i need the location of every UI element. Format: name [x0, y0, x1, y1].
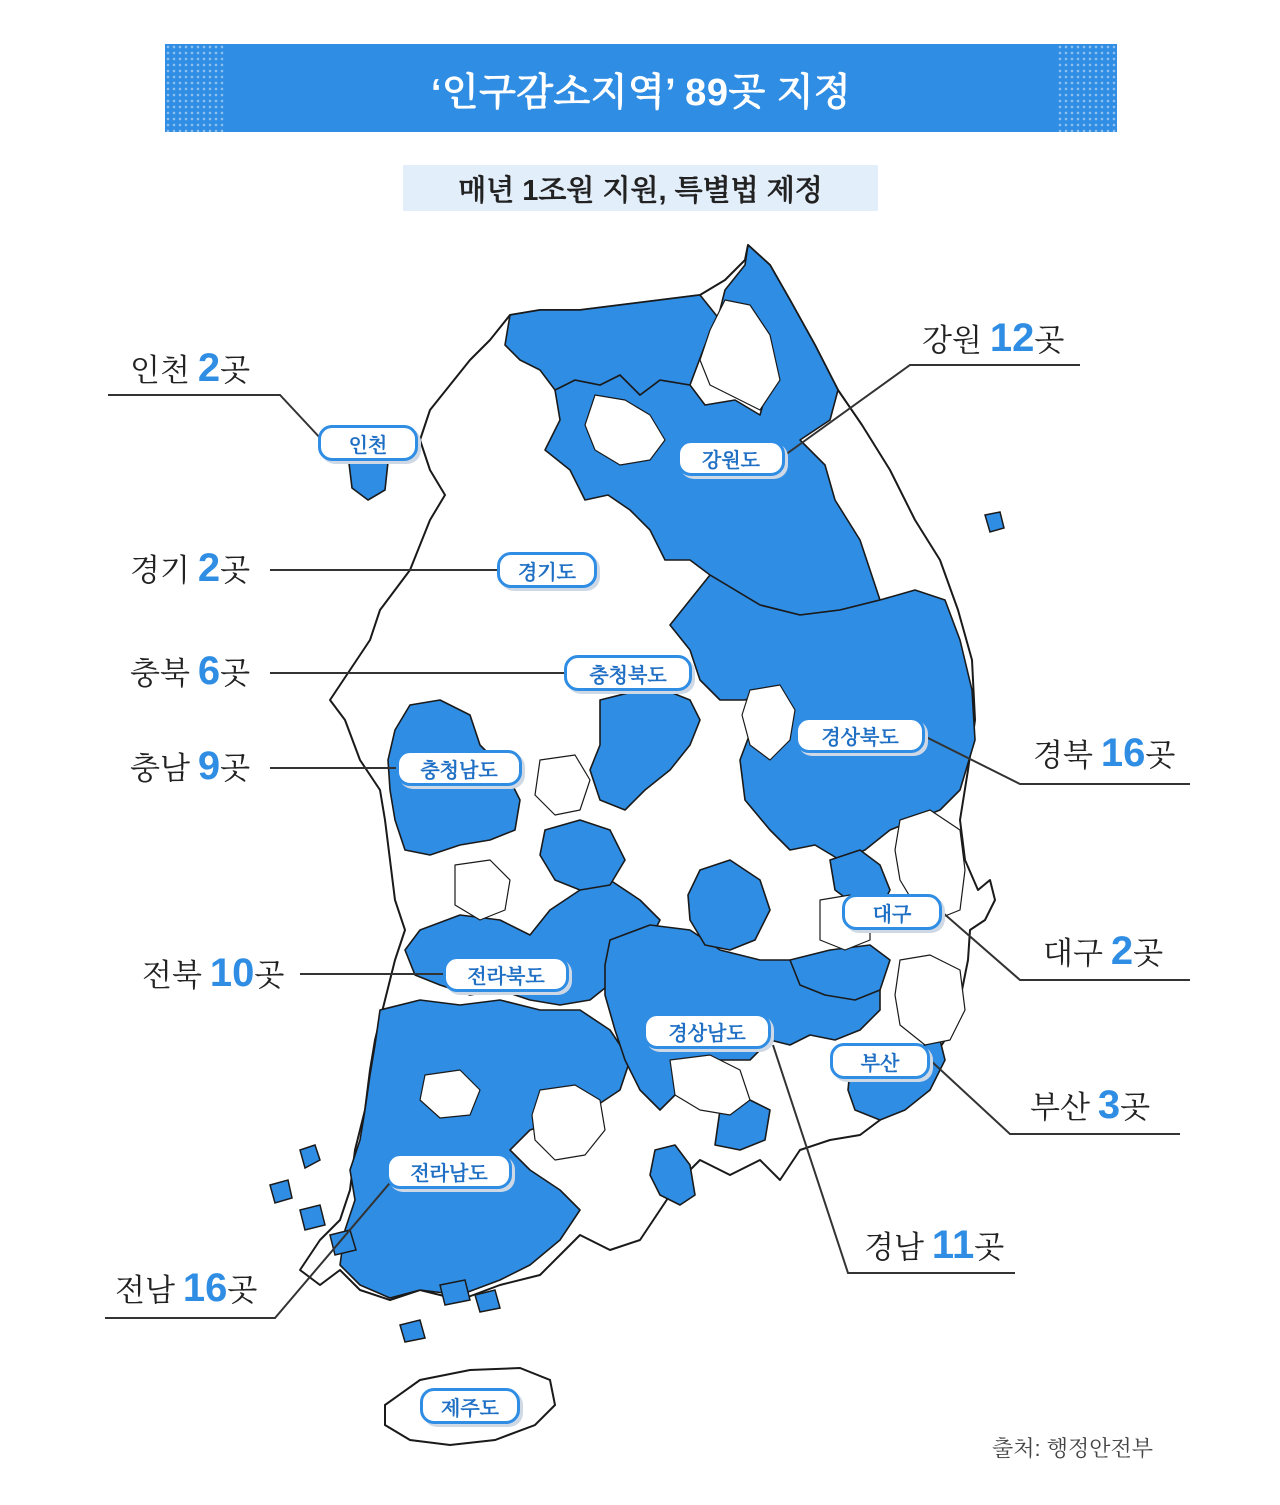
stat-chungbuk	[130, 648, 250, 694]
stat-name: 부산	[1030, 1090, 1090, 1125]
pill-busan: 부산	[830, 1043, 930, 1079]
stat-jeonbuk	[142, 950, 284, 996]
source-credit: 출처: 행정안전부	[992, 1436, 1153, 1461]
stat-name: 경북	[1033, 738, 1093, 773]
stat-unit: 곳	[227, 1273, 258, 1308]
pill-daegu: 대구	[842, 894, 942, 930]
stat-unit: 곳	[1133, 936, 1164, 971]
island-ulleung	[985, 512, 1004, 532]
stat-gyeongbuk	[1033, 730, 1175, 776]
page-subtitle: 매년 1조원 지원, 특별법 제정	[403, 165, 878, 211]
pill-jeonbuk: 전라북도	[443, 956, 569, 992]
stat-count: 2	[1110, 929, 1134, 973]
stat-unit: 곳	[1145, 738, 1176, 773]
stat-name: 강원	[922, 323, 982, 358]
pill-gyeonggi: 경기도	[497, 552, 597, 588]
stat-count: 6	[197, 649, 221, 693]
stat-name: 경기	[130, 553, 190, 588]
stat-count: 12	[989, 316, 1035, 360]
stat-daegu	[1043, 928, 1163, 974]
stat-name: 대구	[1043, 936, 1103, 971]
stat-unit: 곳	[220, 553, 251, 588]
island-sinan-2	[270, 1180, 292, 1203]
stat-unit: 곳	[1120, 1090, 1151, 1125]
stat-gyeongnam	[864, 1222, 1004, 1268]
island-wando-3	[475, 1290, 500, 1312]
pill-chungnam: 충청남도	[396, 750, 522, 786]
pill-gangwon: 강원도	[677, 440, 785, 476]
stat-chungnam	[130, 743, 250, 789]
stat-incheon	[130, 345, 250, 391]
leader-incheon	[108, 395, 322, 440]
page-title: ‘인구감소지역’ 89곳 지정	[165, 44, 1117, 132]
stat-name: 전남	[115, 1273, 175, 1308]
stat-unit: 곳	[220, 353, 251, 388]
pill-incheon: 인천	[318, 425, 418, 461]
island-sinan-1	[300, 1145, 320, 1168]
stat-jeonnam	[115, 1265, 257, 1311]
island-wando-1	[400, 1320, 425, 1342]
island-sinan-3	[300, 1205, 325, 1230]
stat-name: 전북	[142, 958, 202, 993]
stat-unit: 곳	[254, 958, 285, 993]
stat-name: 인천	[130, 353, 190, 388]
stat-name: 충북	[130, 656, 190, 691]
stat-unit: 곳	[1034, 323, 1065, 358]
pill-jeju: 제주도	[420, 1388, 520, 1424]
stat-name: 경남	[864, 1230, 924, 1265]
pill-gyeongbuk: 경상북도	[795, 717, 925, 753]
pill-jeonnam: 전라남도	[386, 1153, 512, 1189]
stat-count: 16	[1100, 731, 1146, 775]
island-wando-2	[440, 1280, 470, 1305]
stat-gyeonggi	[130, 545, 250, 591]
pill-gyeongnam: 경상남도	[643, 1013, 771, 1049]
stat-count: 2	[197, 546, 221, 590]
stat-count: 10	[209, 951, 255, 995]
pill-chungbuk: 충청북도	[564, 655, 692, 691]
stat-count: 16	[182, 1266, 228, 1310]
stat-unit: 곳	[220, 751, 251, 786]
stat-count: 2	[197, 346, 221, 390]
stat-name: 충남	[130, 751, 190, 786]
stat-gangwon	[922, 315, 1064, 361]
stat-count: 11	[931, 1223, 975, 1267]
stat-unit: 곳	[220, 656, 251, 691]
stat-busan	[1030, 1082, 1150, 1128]
stat-unit: 곳	[974, 1230, 1005, 1265]
stat-count: 9	[197, 744, 221, 788]
stat-count: 3	[1097, 1083, 1121, 1127]
